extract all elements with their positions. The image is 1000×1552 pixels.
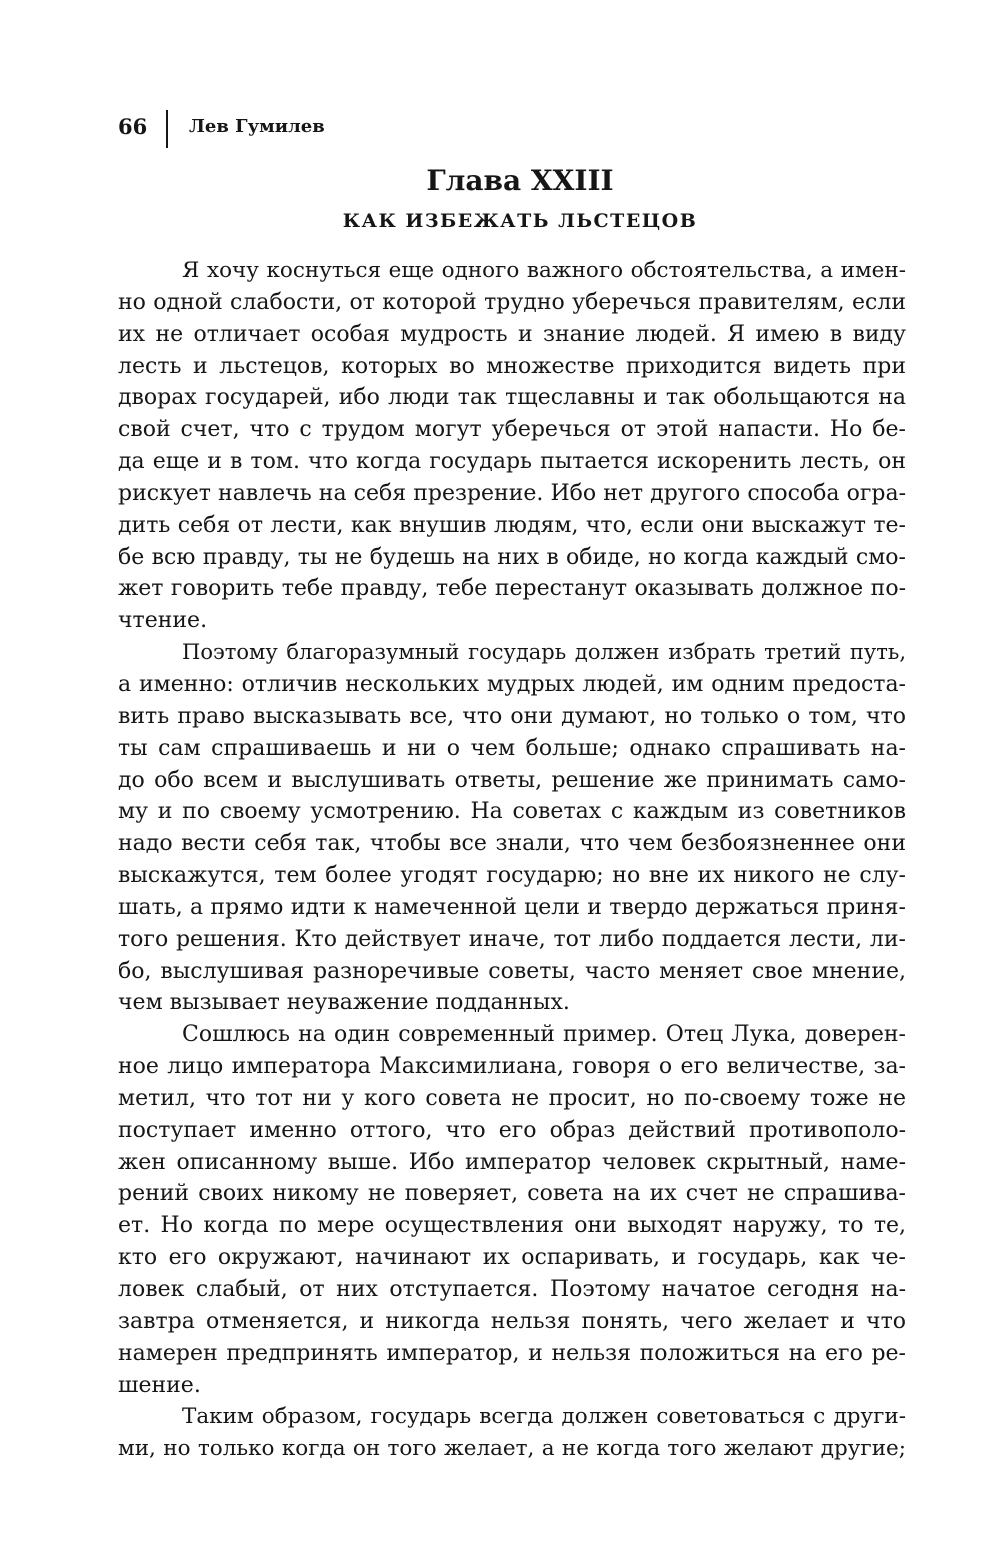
- text-line: но одной слабости, от которой трудно уберечься правителям, если: [118, 289, 906, 315]
- text-line: намерен предпринять император, и нельзя положиться на его ре-: [118, 1340, 906, 1366]
- text-line: чтение.: [118, 608, 208, 634]
- text-line: поступает именно оттого, что его образ действий противополо-: [118, 1117, 906, 1143]
- text-line: жет говорить тебе правду, тебе перестанут оказывать должное по-: [118, 576, 906, 602]
- text-line: чем вызывает неуважение подданных.: [118, 990, 570, 1016]
- text-line: жен описанному выше. Ибо император человек скрытный, наме-: [118, 1149, 906, 1175]
- text-line: Я хочу коснуться еще одного важного обстоятельства, а имен-: [182, 258, 906, 283]
- text-line: ловек слабый, от них отступается. Поэтому начатое сегодня на-: [118, 1277, 906, 1302]
- header-divider: [166, 110, 168, 148]
- text-line: лесть и льстецов, которых во множестве приходится видеть при: [118, 353, 906, 379]
- text-line: метил, что тот ни у кого совета не просит, но по-своему тоже не: [118, 1085, 906, 1111]
- running-author: Лев Гумилев: [189, 116, 325, 137]
- text-line: ет. Но когда по мере осуществления они выходят наружу, то те,: [118, 1213, 906, 1239]
- text-line: шение.: [118, 1372, 201, 1398]
- text-line: ное лицо императора Максимилиана, говоря о его величестве, за-: [118, 1054, 906, 1080]
- text-line: ты сам спрашиваешь и ни о чем больше; однако спрашивать на-: [118, 735, 906, 761]
- text-line: да еще и в том. что когда государь пытается искоренить лесть, он: [118, 449, 906, 475]
- text-line: того решения. Кто действует иначе, тот либо поддается лести, ли-: [118, 926, 906, 952]
- text-line: а именно: отличив нескольких мудрых людей, им одним предоста-: [118, 671, 906, 697]
- text-line: му и по своему усмотрению. На советах с каждым из советников: [118, 799, 906, 825]
- text-line: рений своих никому не поверяет, совета на их счет не спрашива-: [118, 1181, 906, 1207]
- text-line: дворах государей, ибо люди так тщеславны и так обольщаются на: [118, 385, 906, 411]
- page-number: 66: [118, 114, 148, 139]
- chapter-title: Глава XXIII: [426, 164, 614, 197]
- text-line: Таким образом, государь всегда должен советоваться с други-: [182, 1404, 906, 1430]
- text-line: бо, выслушивая разноречивые советы, часто меняет свое мнение,: [118, 958, 906, 984]
- text-line: шать, а прямо идти к намеченной цели и твердо держаться приня-: [118, 894, 906, 920]
- text-line: бе всю правду, ты не будешь на них в обиде, но когда каждый смо-: [118, 544, 906, 570]
- text-line: завтра отменяется, и никогда нельзя понять, чего желает и что: [118, 1308, 906, 1334]
- body-text: [118, 255, 906, 1465]
- text-line: Поэтому благоразумный государь должен избрать третий путь,: [182, 640, 906, 665]
- text-line: выскажутся, тем более угодят государю; но вне их никого не слу-: [118, 863, 906, 889]
- text-line: дить себя от лести, как внушив людям, что, если они выскажут те-: [118, 512, 906, 538]
- text-line: их не отличает особая мудрость и знание людей. Я имею в виду: [118, 321, 906, 347]
- text-line: кто его окружают, начинают их оспаривать, и государь, как че-: [118, 1245, 906, 1271]
- text-line: вить право высказывать все, что они думают, но только о том, что: [118, 703, 906, 729]
- text-line: свой счет, что с трудом могут уберечься от этой напасти. Но бе-: [118, 417, 906, 443]
- text-line: до обо всем и выслушивать ответы, решение же принимать само-: [118, 767, 906, 793]
- text-line: Сошлюсь на один современный пример. Отец Лука, доверен-: [182, 1022, 906, 1048]
- text-line: рискует навлечь на себя презрение. Ибо нет другого способа огра-: [118, 480, 906, 506]
- text-line: надо вести себя так, чтобы все знали, что чем безбоязненнее они: [118, 831, 906, 857]
- chapter-subtitle: КАК ИЗБЕЖАТЬ ЛЬСТЕЦОВ: [342, 210, 698, 232]
- text-line: ми, но только когда он того желает, а не когда того желают другие;: [118, 1436, 906, 1462]
